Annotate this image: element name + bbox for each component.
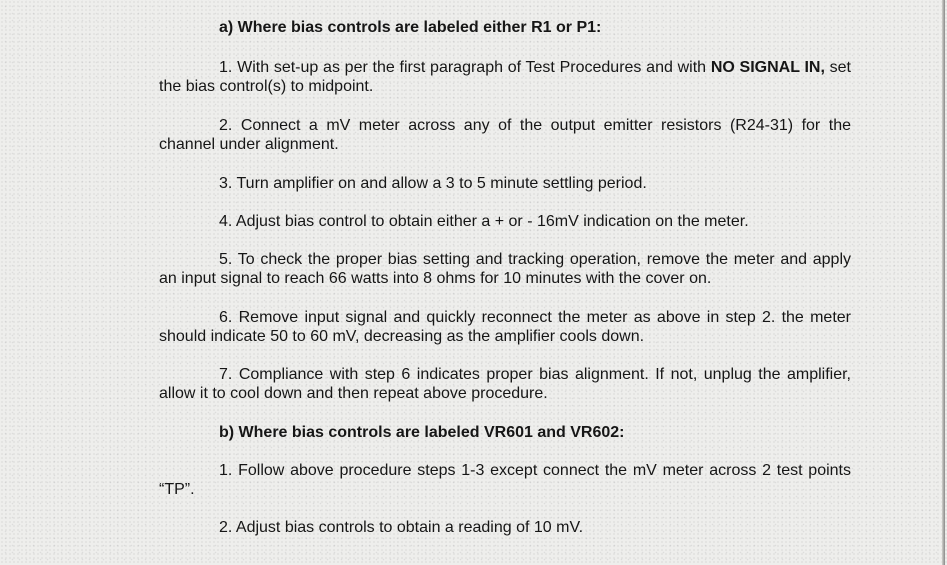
- step-number: 4.: [219, 213, 233, 230]
- section-a-step-2: [159, 116, 851, 154]
- section-a-step-4: [159, 212, 851, 231]
- step-text: Follow above procedure steps 1-3 except connect the mV meter across 2 test points “TP”.: [159, 462, 852, 498]
- section-a-step-3: [159, 174, 851, 193]
- step-text: To check the proper bias setting and tracking operation, remove the meter and apply an input signal to reach 66 watts into 8 ohms for 10 minutes with the cover on.: [159, 251, 851, 287]
- step-text: Adjust bias controls to obtain a reading of 10 mV.: [235, 519, 584, 536]
- step-text: Connect a mV meter across any of the output emitter resistors (R24-31) for the channel under alignment.: [159, 117, 851, 153]
- step-number: 1.: [219, 59, 233, 76]
- step-text-after: set the bias control(s) to midpoint.: [159, 59, 851, 95]
- step-text: Compliance with step 6 indicates proper bias alignment. If not, unplug the amplifier, allow it to cool down and then repeat above procedure.: [159, 366, 851, 402]
- step-text: Remove input signal and quickly reconnect the meter as above in step 2. the meter should indicate 50 to 60 mV, decreasing as the amplifier cools down.: [159, 309, 851, 345]
- step-text-bold: NO SIGNAL IN,: [710, 59, 825, 76]
- step-number: 6.: [219, 309, 233, 326]
- step-number: 1.: [219, 462, 233, 479]
- page-edge: [942, 0, 945, 565]
- section-a-step-1: [159, 58, 851, 96]
- step-number: 2.: [219, 117, 233, 134]
- step-number: 3.: [219, 175, 233, 192]
- step-number: 5.: [219, 251, 233, 268]
- section-b-step-1: [159, 461, 851, 499]
- step-text: With set-up as per the first paragraph of Test Procedures and with: [237, 59, 711, 76]
- step-text: Turn amplifier on and allow a 3 to 5 minute settling period.: [236, 175, 647, 192]
- section-a-heading: a) Where bias controls are labeled either R1 or P1:: [219, 19, 602, 36]
- section-b-heading: b) Where bias controls are labeled VR601 and VR602:: [219, 424, 625, 441]
- step-text: Adjust bias control to obtain either a + or - 16mV indication on the meter.: [235, 213, 749, 230]
- section-b-step-2: [159, 518, 851, 537]
- section-a-step-7: [159, 365, 851, 403]
- step-number: 2.: [219, 519, 233, 536]
- section-a-step-5: [159, 250, 851, 288]
- step-number: 7.: [219, 366, 233, 383]
- section-a-step-6: [159, 308, 851, 346]
